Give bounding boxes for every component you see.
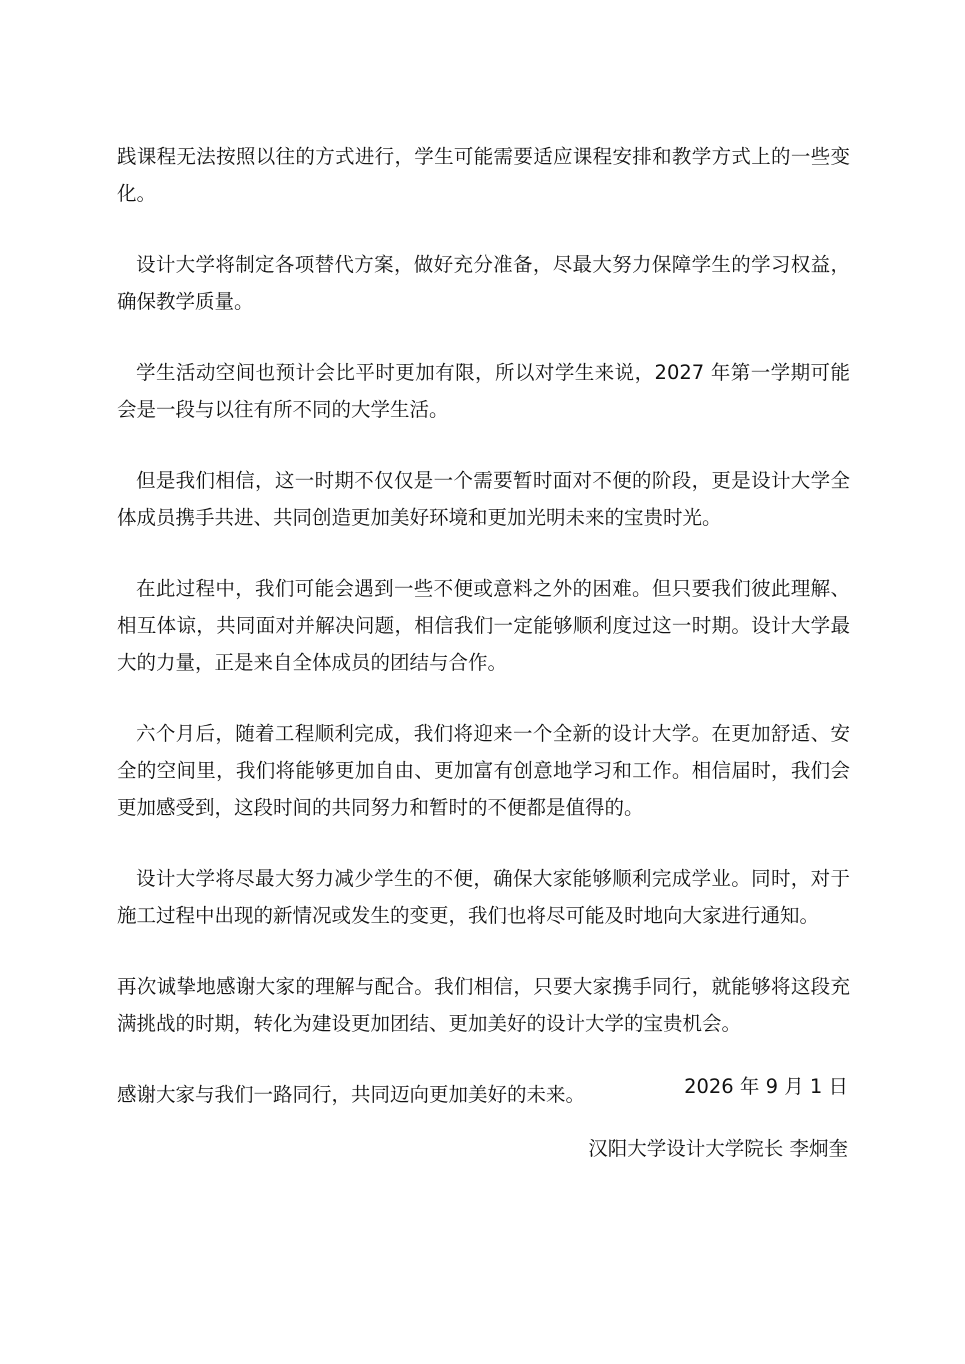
- letter-body: [117, 138, 850, 1147]
- paragraph-8: 再次诚挚地感谢大家的理解与配合。我们相信，只要大家携手同行，就能够将这段充满挑战的时期，转化为建设更加团结、更加美好的设计大学的宝贵机会。: [117, 975, 850, 1035]
- letter-signature: 汉阳大学设计大学院长 李炯奎: [588, 1137, 848, 1160]
- paragraph-3: 学生活动空间也预计会比平时更加有限，所以对学生来说，2027 年第一学期可能会是一段与以往有所不同的大学生活。: [117, 361, 850, 421]
- paragraph-4: 但是我们相信，这一时期不仅仅是一个需要暂时面对不便的阶段，更是设计大学全体成员携手共进、共同创造更加美好环境和更加光明未来的宝贵时光。: [117, 469, 850, 529]
- paragraph-5: 在此过程中，我们可能会遇到一些不便或意料之外的困难。但只要我们彼此理解、相互体谅，共同面对并解决问题，相信我们一定能够顺利度过这一时期。设计大学最大的力量，正是来自全体成员的团结与合作。: [117, 577, 850, 674]
- paragraph-6: 六个月后，随着工程顺利完成，我们将迎来一个全新的设计大学。在更加舒适、安全的空间里，我们将能够更加自由、更加富有创意地学习和工作。相信届时，我们会更加感受到，这段时间的共同努力和暂时的不便都是值得的。: [117, 722, 850, 819]
- paragraph-9: 感谢大家与我们一路同行，共同迈向更加美好的未来。: [117, 1083, 586, 1106]
- paragraph-7: 设计大学将尽最大努力减少学生的不便，确保大家能够顺利完成学业。同时，对于施工过程中出现的新情况或发生的变更，我们也将尽可能及时地向大家进行通知。: [117, 867, 850, 927]
- paragraph-2: 设计大学将制定各项替代方案，做好充分准备，尽最大努力保障学生的学习权益，确保教学质量。: [117, 253, 850, 313]
- letter-date: 2026 年 9 月 1 日: [684, 1075, 848, 1098]
- paragraph-1: 践课程无法按照以往的方式进行，学生可能需要适应课程安排和教学方式上的一些变化。: [117, 145, 850, 205]
